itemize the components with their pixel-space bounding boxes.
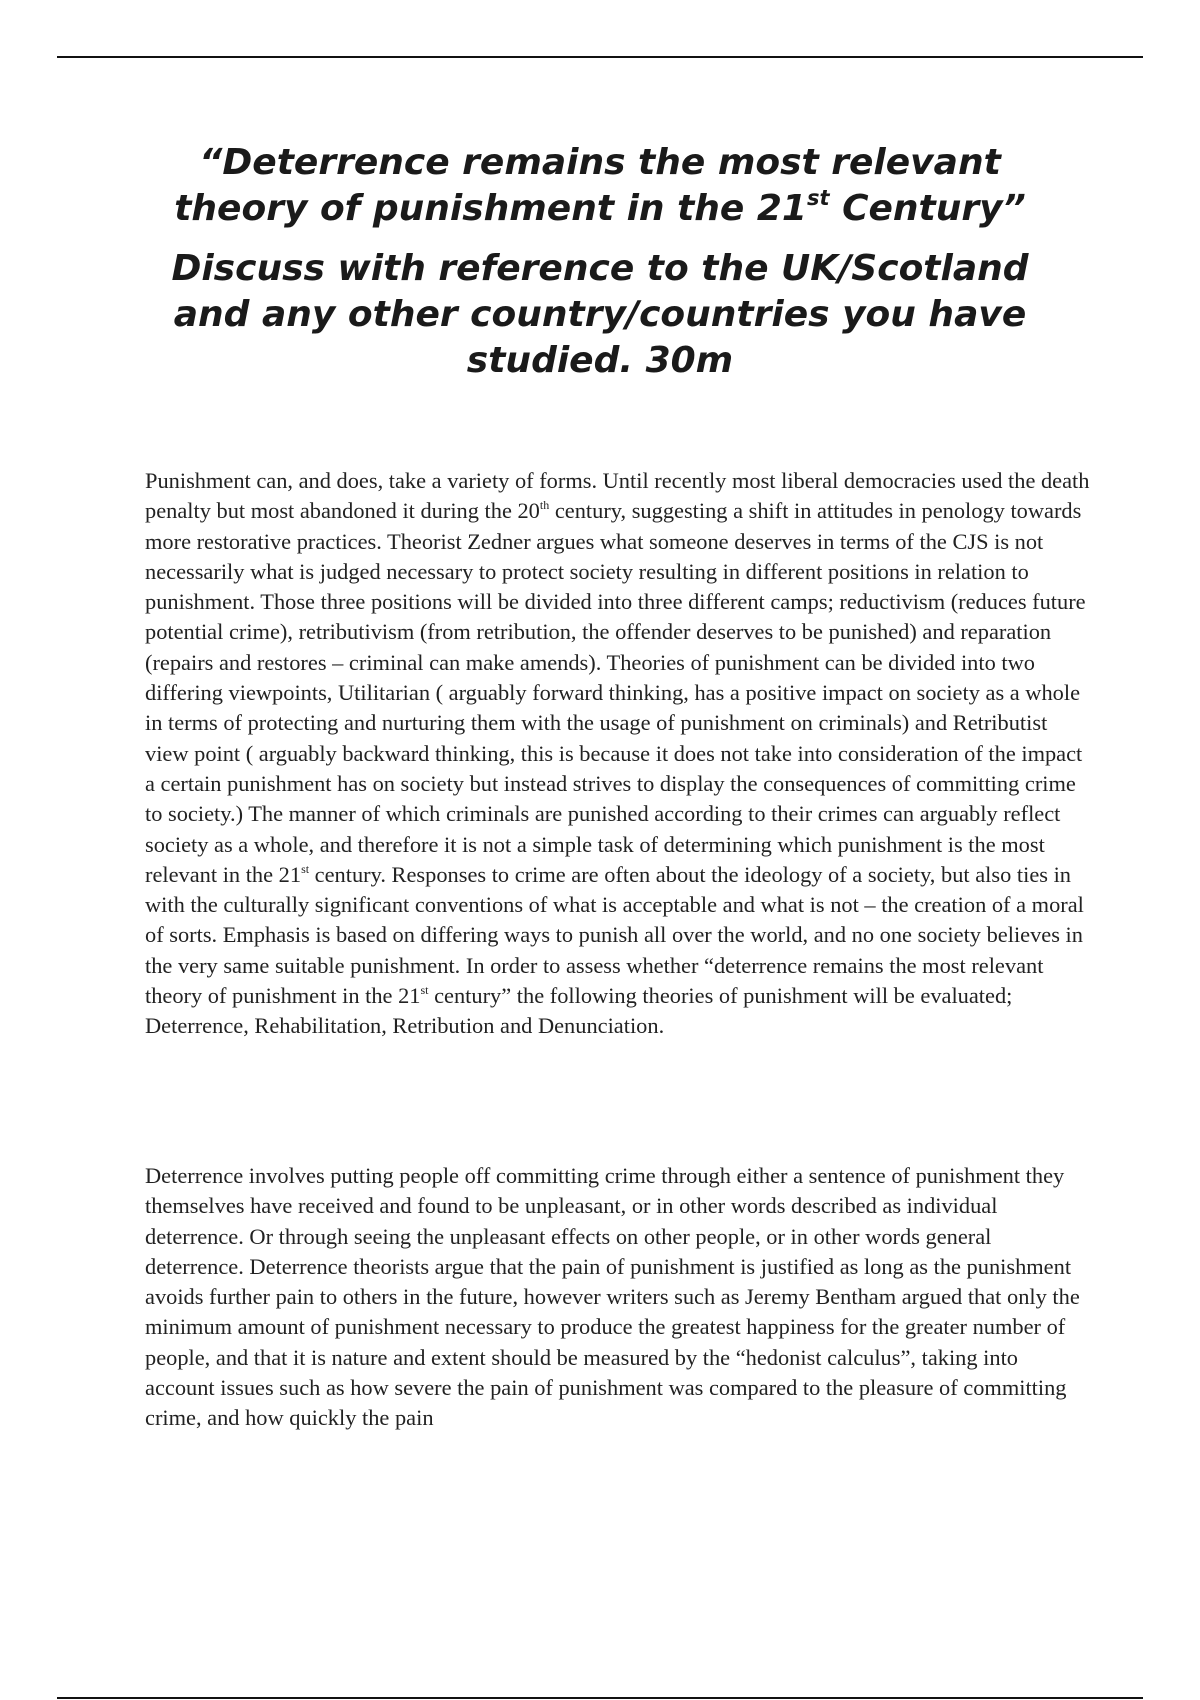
title-superscript: st — [806, 186, 830, 210]
bottom-rule — [57, 1697, 1143, 1699]
paragraph-text: century” the following theories of punishment will be evaluated; Deterrence, Rehabilitation, Retribution and Denunciation. — [145, 983, 1013, 1039]
paragraph-deterrence: Deterrence involves putting people off committing crime through either a sentence of punishment they themselves have received and found to be unpleasant, or in other words described as individual deterrence. Or through seeing the unpleasant effects on other people, or in other words general deterrence. Deterrence theorists argue that the pain of punishment is justified as long as the punishment avoids further pain to others in the future, however writers such as Jeremy Bentham argued that only the minimum amount of punishment necessary to produce the greatest happiness for the greater number of people, and that it is nature and extent should be measured by the “hedonist calculus”, taking into account issues such as how severe the pain of punishment was compared to the pleasure of committing crime, and how quickly the pain — [145, 1163, 1080, 1431]
superscript: th — [539, 498, 550, 513]
title-text: “Deterrence remains the most relevant theory of punishment in the 21 — [174, 142, 1001, 229]
document-title — [130, 140, 1070, 232]
paragraph-text: century, suggesting a shift in attitudes in penology towards more restorative practices. Theorist Zedner argues what someone deserves in terms of the CJS is not necessarily what is judged necessary to protect society resulting in different positions in relation to punishment. Those three positions will be divided into three different camps; reductivism (reduces future potential crime), retributivism (from retribution, the offender deserves to be punished) and reparation (repairs and restores – criminal can make amends). Theories of punishment can be divided into two differing viewpoints, Utilitarian ( arguably forward thinking, has a positive impact on society as a whole in terms of protecting and nurturing them with the usage of punishment on criminals) and Retributist view point ( arguably backward thinking, this is because it does not take into consideration of the impact a certain punishment has on society but instead strives to display the consequences of committing crime to society.) The manner of which criminals are punished according to their crimes can arguably reflect society as a whole, and therefore it is not a simple task of determining which punishment is the most relevant in the 21 — [145, 498, 1086, 887]
document-subtitle: Discuss with reference to the UK/Scotland and any other country/countries you have studied. 30m — [171, 248, 1029, 381]
paragraph-introduction — [145, 466, 1090, 1042]
superscript: st — [420, 983, 429, 998]
document-title-block — [130, 140, 1070, 384]
top-rule — [57, 56, 1143, 58]
title-text-end: Century” — [829, 188, 1026, 229]
paragraph-text: Punishment can, and does, take a variety of forms. Until recently most liberal democracies used the death penalty but most abandoned it during the 20 — [145, 468, 1090, 524]
paragraph-text: century. Responses to crime are often about the ideology of a society, but also ties in with the culturally significant conventions of what is acceptable and what is not – the creation of a moral of sorts. Emphasis is based on differing ways to punish all over the world, and no one society believes in the very same suitable punishment. In order to assess whether “deterrence remains the most relevant theory of punishment in the 21 — [145, 861, 1084, 1009]
superscript: st — [301, 861, 310, 876]
